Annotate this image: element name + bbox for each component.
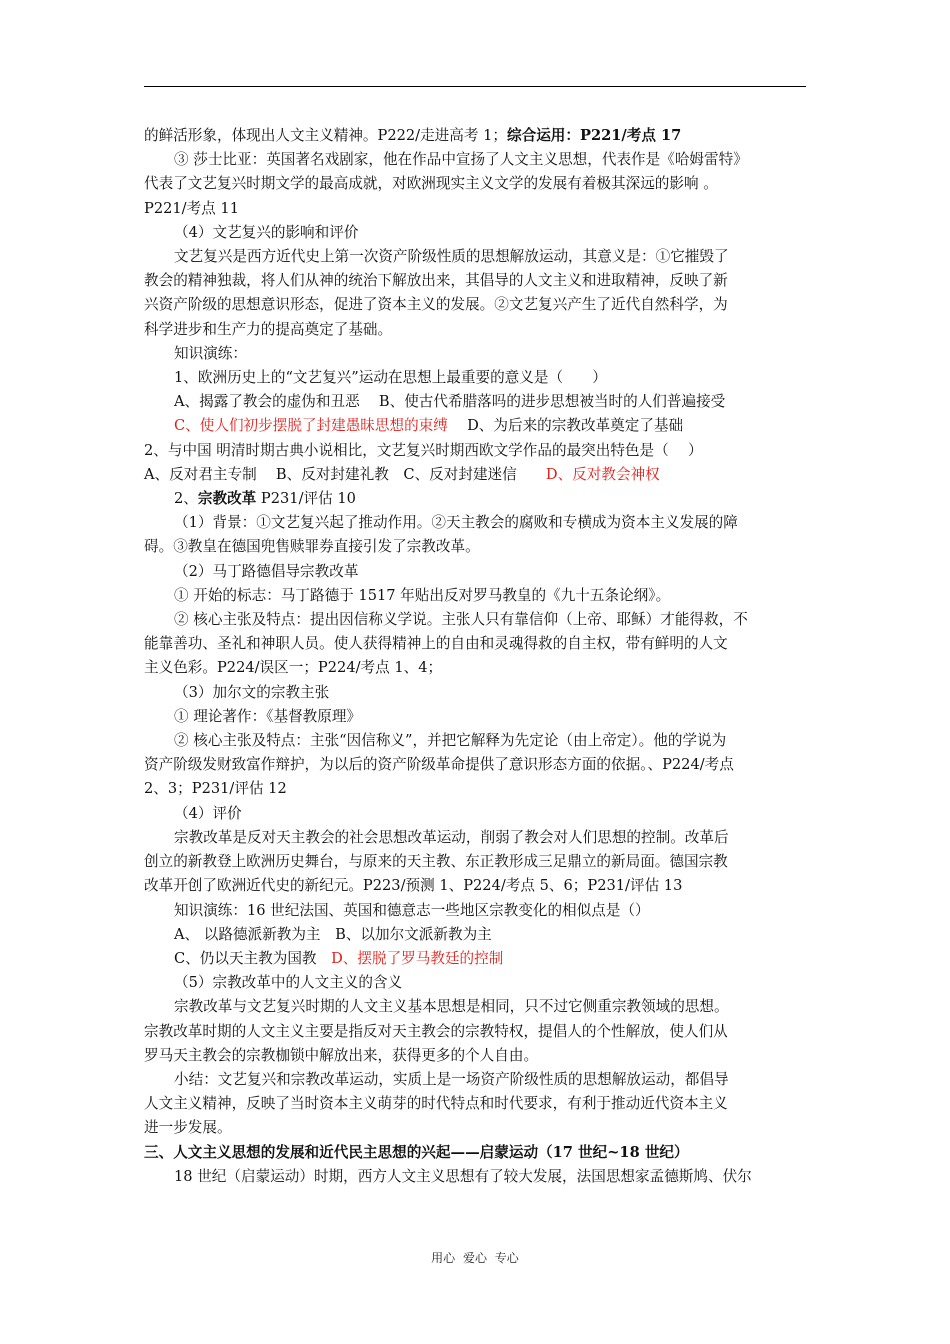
text-segment: 宗教改革时期的人文主义主要是指反对天主教会的宗教特权，提倡人的个性解放，使人们从 [144,1022,728,1040]
text-segment: 科学进步和生产力的提高奠定了基础。 [144,320,393,338]
text-segment: C、仍以天主教为国教 [174,949,332,967]
text-line [144,705,806,729]
answer-highlight: D、摆脱了罗马教廷的控制 [331,949,504,967]
answer-highlight: D、反对教会神权 [545,465,660,483]
text-line [144,535,806,559]
text-line [144,221,806,245]
text-line [144,342,806,366]
text-segment: 兴资产阶级的思想意识形态，促进了资本主义的发展。②文艺复兴产生了近代自然科学，为 [144,296,728,314]
text-line [144,148,806,172]
text-segment: 罗马天主教会的宗教枷锁中解放出来，获得更多的个人自由。 [144,1046,539,1064]
text-segment: 1、欧洲历史上的“文艺复兴”运动在思想上最重要的意义是（ ） [174,369,607,387]
text-line [144,172,806,196]
text-segment: P221/考点 11 [144,199,239,217]
text-line [144,1141,806,1165]
text-line [144,197,806,221]
text-segment: 知识演练：16 世纪法国、英国和德意志一些地区宗教变化的相似点是（） [174,901,650,919]
text-segment: 18 世纪（启蒙运动）时期，西方人文主义思想有了较大发展，法国思想家孟德斯鸠、伏尔 [174,1167,752,1185]
text-line [144,753,806,777]
text-line [144,584,806,608]
text-line [144,124,806,148]
text-segment: 创立的新教登上欧洲历史舞台，与原来的天主教、东正教形成三足鼎立的新局面。德国宗教 [144,853,728,871]
text-segment: （2）马丁路德倡导宗教改革 [174,562,359,580]
document-body [144,124,806,1189]
text-segment: 2、与中国 明清时期古典小说相比，文艺复兴时期西欧文学作品的最突出特色是（ ） [144,441,703,459]
text-line [144,947,806,971]
text-line [144,1068,806,1092]
text-line [144,632,806,656]
text-segment: ① 开始的标志：马丁路德于 1517 年贴出反对罗马教皇的《九十五条论纲》。 [174,586,671,604]
text-line [144,971,806,995]
text-segment: 文艺复兴是西方近代史上第一次资产阶级性质的思想解放运动，其意义是：①它摧毁了 [174,248,729,266]
text-segment: P231/评估 10 [256,490,356,508]
text-segment: 碍。③教皇在德国兜售赎罪券直接引发了宗教改革。 [144,538,480,556]
text-line [144,390,806,414]
header-rule [144,86,806,87]
text-segment: （4）评价 [174,804,242,822]
text-segment: 三、人文主义思想的发展和近代民主思想的兴起——启蒙运动（17 世纪~18 世纪） [144,1143,689,1161]
text-line [144,245,806,269]
text-line [144,608,806,632]
text-line [144,729,806,753]
text-segment: 宗教改革是反对天主教会的社会思想改革运动，削弱了教会对人们思想的控制。改革后 [174,828,729,846]
text-segment: ① 理论著作：《基督教原理》 [174,707,362,725]
text-segment: 宗教改革与文艺复兴时期的人文主义基本思想是相同，只不过它侧重宗教领域的思想。 [174,998,729,1016]
text-segment: 进一步发展。 [144,1119,232,1137]
text-line [144,777,806,801]
text-line [144,681,806,705]
text-segment: D、为后来的宗教改革奠定了基础 [447,417,684,435]
text-segment: 2、 [174,490,198,508]
text-segment: 资产阶级发财致富作辩护，为以后的资产阶级革命提供了意识形态方面的依据。、P224/考点 [144,756,734,774]
text-line [144,850,806,874]
text-line [144,899,806,923]
text-segment: A、揭露了教会的虚伪和丑恶 B、使古代希腊落吗的进步思想被当时的人们普遍接受 [174,393,726,411]
text-segment: （3）加尔文的宗教主张 [174,683,330,701]
text-segment: 代表了文艺复兴时期文学的最高成就，对欧洲现实主义文学的发展有着极其深远的影响 。 [144,175,718,193]
text-line [144,826,806,850]
text-line [144,366,806,390]
text-segment: 小结：文艺复兴和宗教改革运动，实质上是一场资产阶级性质的思想解放运动，都倡导 [174,1070,729,1088]
text-line [144,923,806,947]
text-segment: 知识演练： [174,344,247,362]
text-segment: A、 以路德派新教为主 B、以加尔文派新教为主 [174,925,492,943]
text-segment: ③ 莎士比亚：英国著名戏剧家，他在作品中宣扬了人文主义思想，代表作是《哈姆雷特》 [174,151,748,169]
text-segment: （5）宗教改革中的人文主义的含义 [174,974,403,992]
text-line [144,1092,806,1116]
text-line [144,1020,806,1044]
text-segment: 宗教改革 [197,490,257,508]
text-line [144,487,806,511]
text-segment: 能靠善功、圣礼和神职人员。使人获得精神上的自由和灵魂得救的自主权，带有鲜明的人文 [144,635,728,653]
text-line [144,1165,806,1189]
answer-highlight: C、使人们初步摆脱了封建愚昧思想的束缚 [174,417,448,435]
text-segment: 主义色彩。P224/误区一；P224/考点 1、4； [144,659,443,677]
text-line [144,656,806,680]
text-line [144,560,806,584]
text-line [144,802,806,826]
text-line [144,511,806,535]
text-segment: 教会的精神独裁，将人们从神的统治下解放出来，其倡导的人文主义和进取精神，反映了新 [144,272,728,290]
text-segment: 的鲜活形象，体现出人文主义精神。P222/走进高考 1； [144,127,507,144]
text-segment: 综合运用：P221/考点 17 [507,127,682,144]
text-segment: 2、3；P231/评估 12 [144,780,287,798]
text-line [144,269,806,293]
text-line [144,1116,806,1140]
text-line [144,318,806,342]
text-segment: （1）背景：①文艺复兴起了推动作用。②天主教会的腐败和专横成为资本主义发展的障 [174,514,738,532]
text-line [144,1044,806,1068]
text-segment: （4）文艺复兴的影响和评价 [174,223,359,241]
page-footer: 用心 爱心 专心 [431,1251,519,1265]
text-segment: A、反对君主专制 B、反对封建礼教 C、反对封建迷信 [144,465,546,483]
text-line [144,463,806,487]
text-segment: ② 核心主张及特点：提出因信称义学说。主张人只有靠信仰（上帝、耶稣）才能得救，不 [174,611,748,629]
text-line [144,414,806,438]
text-segment: 改革开创了欧洲近代史的新纪元。P223/预测 1、P224/考点 5、6；P231/评估 13 [144,877,683,895]
text-segment: ② 核心主张及特点：主张“因信称义”，并把它解释为先定论（由上帝定）。他的学说为 [174,732,727,750]
text-line [144,995,806,1019]
text-line [144,439,806,463]
text-segment: 人文主义精神，反映了当时资本主义萌芽的时代特点和时代要求，有利于推动近代资本主义 [144,1095,728,1113]
text-line [144,874,806,898]
text-line [144,293,806,317]
